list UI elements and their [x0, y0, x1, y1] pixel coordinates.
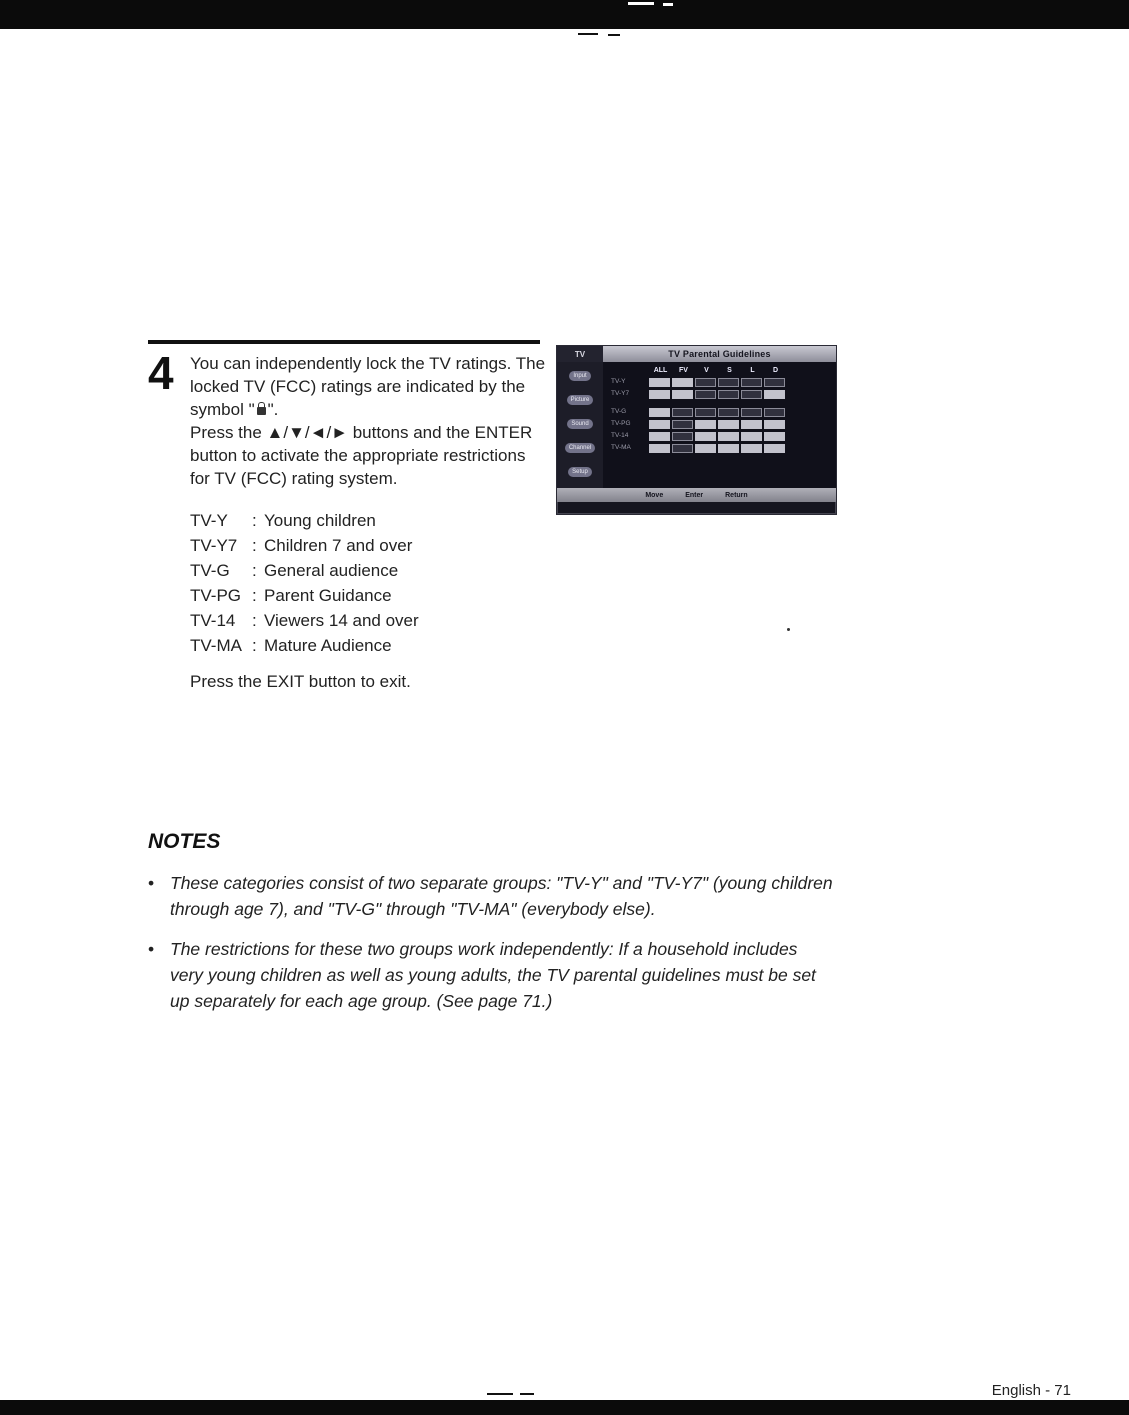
- osd-sidebar-item-setup: [557, 460, 603, 484]
- osd-ratings-grid: [611, 377, 832, 453]
- osd-grid-row: [611, 377, 832, 387]
- osd-cell-unlocked: [649, 378, 670, 387]
- osd-grid-row: [611, 443, 832, 453]
- osd-cell-locked: [741, 408, 762, 417]
- osd-sidebar-item-input: [557, 364, 603, 388]
- osd-title-bar: [557, 346, 836, 362]
- osd-cell-locked: [695, 408, 716, 417]
- note-item: [148, 936, 848, 1014]
- page-footer-label: English - 71: [991, 1382, 1071, 1399]
- step-text-after-lock: ".: [267, 400, 279, 419]
- rating-desc: Children 7 and over: [264, 536, 413, 555]
- rating-code: TV-Y: [190, 511, 228, 530]
- osd-corner-label: TV: [557, 346, 603, 362]
- scan-artifact-dash: [578, 33, 598, 35]
- rating-code: TV-14: [190, 611, 236, 630]
- rating-desc: Young children: [264, 511, 376, 530]
- osd-row-label: TV-Y7: [611, 390, 630, 397]
- step-4-section: [148, 340, 548, 490]
- rating-row: [190, 583, 419, 608]
- osd-grid-row: [611, 431, 832, 441]
- exit-instruction: Press the EXIT button to exit.: [190, 672, 411, 691]
- osd-column-header: L: [750, 367, 755, 374]
- step-number: 4: [148, 347, 174, 399]
- osd-cell-locked: [764, 378, 785, 387]
- osd-cell-locked: [672, 408, 693, 417]
- rating-colon: :: [252, 511, 257, 530]
- osd-sidebar-icon-picture: Picture: [567, 395, 594, 405]
- osd-grid-row: [611, 407, 832, 417]
- rating-code: TV-PG: [190, 586, 242, 605]
- step-instructions: [190, 352, 548, 490]
- osd-cell-unlocked: [718, 420, 739, 429]
- rating-code: TV-G: [190, 561, 230, 580]
- rating-code: TV-Y7: [190, 536, 238, 555]
- osd-cell-unlocked: [695, 420, 716, 429]
- osd-column-header: D: [772, 367, 779, 374]
- step-text-before-lock: You can independently lock the TV ratings. The locked TV (FCC) ratings are indicated by the symbol ": [190, 354, 546, 419]
- lock-icon: [257, 407, 266, 415]
- osd-cell-locked: [672, 432, 693, 441]
- scan-artifact-dash: [487, 1393, 513, 1395]
- osd-cell-unlocked: [649, 408, 670, 417]
- scan-artifact-notch: [663, 3, 673, 6]
- osd-column-header: S: [727, 367, 732, 374]
- osd-cell-unlocked: [764, 432, 785, 441]
- osd-sidebar-menu: [557, 362, 603, 488]
- osd-sidebar-item-picture: [557, 388, 603, 412]
- scan-artifact-dash: [608, 34, 620, 36]
- osd-ratings-panel: [603, 362, 836, 488]
- osd-cell-locked: [741, 378, 762, 387]
- rating-colon: :: [252, 586, 257, 605]
- osd-screenshot: [556, 345, 837, 515]
- osd-row-label: TV-Y: [611, 378, 626, 385]
- step-divider-rule: [148, 340, 540, 344]
- osd-cell-locked: [718, 390, 739, 399]
- rating-desc: Viewers 14 and over: [264, 611, 419, 630]
- osd-cell-unlocked: [741, 444, 762, 453]
- note-text: The restrictions for these two groups work independently: If a household includes very young children as well as young adults, the TV parental guidelines must be set up separately for each age group. (See page 71.): [170, 939, 816, 1011]
- note-bullet-icon: •: [148, 939, 155, 959]
- scan-artifact-dash: [520, 1393, 534, 1395]
- osd-cell-unlocked: [672, 378, 693, 387]
- osd-row-label: TV-MA: [611, 444, 631, 451]
- osd-cell-unlocked: [764, 390, 785, 399]
- osd-cell-unlocked: [649, 444, 670, 453]
- notes-section: [148, 830, 848, 1028]
- osd-cell-unlocked: [649, 420, 670, 429]
- osd-cell-unlocked: [764, 420, 785, 429]
- osd-cell-locked: [695, 390, 716, 399]
- osd-grid-row: [611, 419, 832, 429]
- osd-cell-unlocked: [718, 444, 739, 453]
- rating-row: [190, 558, 419, 583]
- osd-cell-locked: [718, 408, 739, 417]
- osd-cell-locked: [718, 378, 739, 387]
- osd-title: TV Parental Guidelines: [603, 346, 836, 362]
- note-text: These categories consist of two separate groups: "TV-Y" and "TV-Y7" (young children through age 7), and "TV-G" through "TV-MA" (everybody else).: [170, 873, 833, 919]
- osd-column-headers: [649, 367, 832, 374]
- osd-column-header: V: [704, 367, 709, 374]
- osd-row-label: TV-14: [611, 432, 629, 439]
- osd-hint-label: Move: [645, 491, 664, 499]
- rating-row: [190, 633, 419, 658]
- rating-colon: :: [252, 611, 257, 630]
- rating-row: [190, 533, 419, 558]
- osd-cell-unlocked: [741, 420, 762, 429]
- osd-button-hints: [557, 488, 836, 502]
- osd-cell-unlocked: [672, 390, 693, 399]
- osd-cell-unlocked: [718, 432, 739, 441]
- osd-row-label: TV-PG: [611, 420, 631, 427]
- scan-artifact-bottom-bar: [0, 1400, 1129, 1415]
- note-bullet-icon: •: [148, 873, 155, 893]
- rating-row: [190, 508, 419, 533]
- osd-sidebar-item-sound: [557, 412, 603, 436]
- osd-cell-locked: [741, 390, 762, 399]
- step-text-buttons: Press the ▲/▼/◄/► buttons and the ENTER button to activate the appropriate restrictions for TV (FCC) rating system.: [190, 423, 533, 488]
- rating-desc: Mature Audience: [264, 636, 392, 655]
- rating-colon: :: [252, 636, 257, 655]
- scan-artifact-dot: [787, 628, 790, 631]
- osd-cell-unlocked: [695, 444, 716, 453]
- notes-heading: NOTES: [148, 830, 221, 853]
- tv-ratings-list: [190, 508, 419, 658]
- osd-sidebar-icon-sound: Sound: [567, 419, 592, 429]
- note-item: [148, 870, 848, 922]
- osd-cell-unlocked: [695, 432, 716, 441]
- osd-sidebar-icon-setup: Setup: [568, 467, 592, 477]
- osd-column-header: ALL: [653, 367, 668, 374]
- osd-cell-locked: [672, 420, 693, 429]
- osd-sidebar-icon-input: Input: [569, 371, 590, 381]
- osd-grid-row: [611, 389, 832, 399]
- osd-cell-locked: [764, 408, 785, 417]
- osd-cell-unlocked: [649, 432, 670, 441]
- osd-cell-unlocked: [649, 390, 670, 399]
- notes-list: [148, 870, 848, 1014]
- rating-desc: General audience: [264, 561, 399, 580]
- rating-desc: Parent Guidance: [264, 586, 392, 605]
- osd-column-header: FV: [679, 367, 688, 374]
- osd-cell-unlocked: [764, 444, 785, 453]
- osd-row-label: TV-G: [611, 408, 627, 415]
- osd-hint-label: Return: [725, 491, 748, 499]
- osd-hint-label: Enter: [685, 491, 704, 499]
- rating-colon: :: [252, 561, 257, 580]
- rating-row: [190, 608, 419, 633]
- rating-colon: :: [252, 536, 257, 555]
- osd-sidebar-item-channel: [557, 436, 603, 460]
- scan-artifact-top-bar: [0, 0, 1129, 29]
- osd-content: [557, 362, 836, 488]
- osd-sidebar-icon-channel: Channel: [565, 443, 595, 453]
- osd-cell-locked: [695, 378, 716, 387]
- osd-cell-unlocked: [741, 432, 762, 441]
- rating-code: TV-MA: [190, 636, 242, 655]
- osd-cell-locked: [672, 444, 693, 453]
- scan-artifact-notch: [628, 2, 654, 5]
